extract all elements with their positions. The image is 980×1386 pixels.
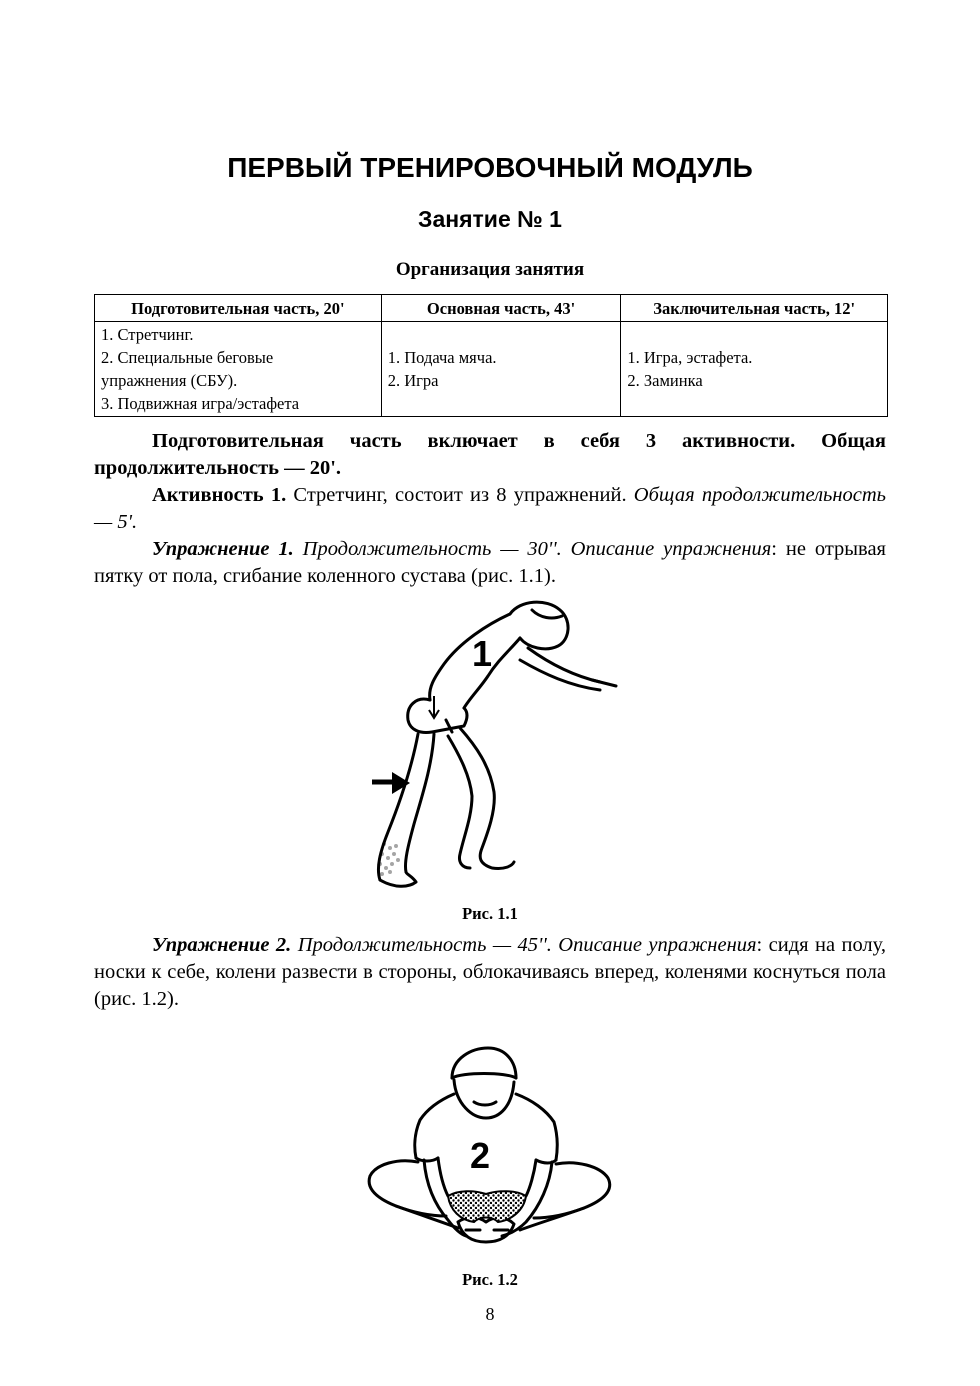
table-cell-line: 2. Заминка xyxy=(627,371,703,390)
activity-duration: Общая продолжительность — 5'. xyxy=(94,484,886,533)
table-cell-line: 1. Подача мяча. xyxy=(387,348,497,367)
paragraph-activity-1 xyxy=(94,482,886,536)
exercise-1-duration: Продолжительность — 30''. Описание упражнения xyxy=(293,538,772,560)
table-cell-preparatory xyxy=(95,322,382,417)
exercise-2-duration: Продолжительность — 45''. Описание упражнения xyxy=(291,934,757,956)
activity-label: Активность 1. xyxy=(152,484,287,506)
page-title: ПЕРВЫЙ ТРЕНИРОВОЧНЫЙ МОДУЛЬ xyxy=(227,152,753,183)
table-cell-line: 2. Игра xyxy=(387,371,439,390)
table-header-cell: Основная часть, 43' xyxy=(381,295,621,322)
figure-1-1-stretching-illustration xyxy=(360,596,620,896)
table-row xyxy=(95,322,888,417)
table-cell-line: упражнения (СБУ). xyxy=(101,371,238,390)
paragraph-exercise-1 xyxy=(94,536,886,590)
organization-table xyxy=(94,294,888,417)
table-title: Организация занятия xyxy=(395,259,585,280)
table-cell-line: 3. Подвижная игра/эстафета xyxy=(101,394,300,413)
exercise-2-description: : сидя на полу, носки к себе, колени развести в стороны, облокачиваясь вперед, коленями коснуться пола (рис. 1.2). xyxy=(94,934,886,1010)
table-cell-line: 1. Игра, эстафета. xyxy=(627,348,753,367)
lesson-title: Занятие № 1 xyxy=(418,206,562,232)
page-number: 8 xyxy=(485,1304,495,1324)
table-cell-line: 1. Стретчинг. xyxy=(101,325,194,344)
table-header-cell: Подготовительная часть, 20' xyxy=(95,295,382,322)
figure-1-1-number: 1 xyxy=(472,633,493,674)
paragraph-exercise-2 xyxy=(94,932,886,1013)
table-cell-line: 2. Специальные беговые xyxy=(101,348,274,367)
activity-text: Стретчинг, состоит из 8 упражнений. xyxy=(286,484,634,506)
table-header-row xyxy=(95,295,888,322)
figure-1-2-number: 2 xyxy=(470,1135,491,1176)
table-header-cell: Заключительная часть, 12' xyxy=(621,295,888,322)
exercise-2-label: Упражнение 2. xyxy=(152,934,292,956)
figure-1-1-caption: Рис. 1.1 xyxy=(462,904,518,923)
figure-1-2-caption: Рис. 1.2 xyxy=(462,1270,518,1289)
figure-1-2-seated-stretch-illustration xyxy=(362,1044,618,1266)
paragraph-preparatory: Подготовительная часть включает в себя 3 активности. Общая продолжительность — 20'. xyxy=(94,430,886,479)
exercise-1-description: : не отрывая пятку от пола, сгибание коленного сустава (рис. 1.1). xyxy=(94,538,886,587)
table-cell-main xyxy=(381,322,621,417)
table-cell-final xyxy=(621,322,888,417)
exercise-1-label: Упражнение 1. xyxy=(152,538,294,560)
